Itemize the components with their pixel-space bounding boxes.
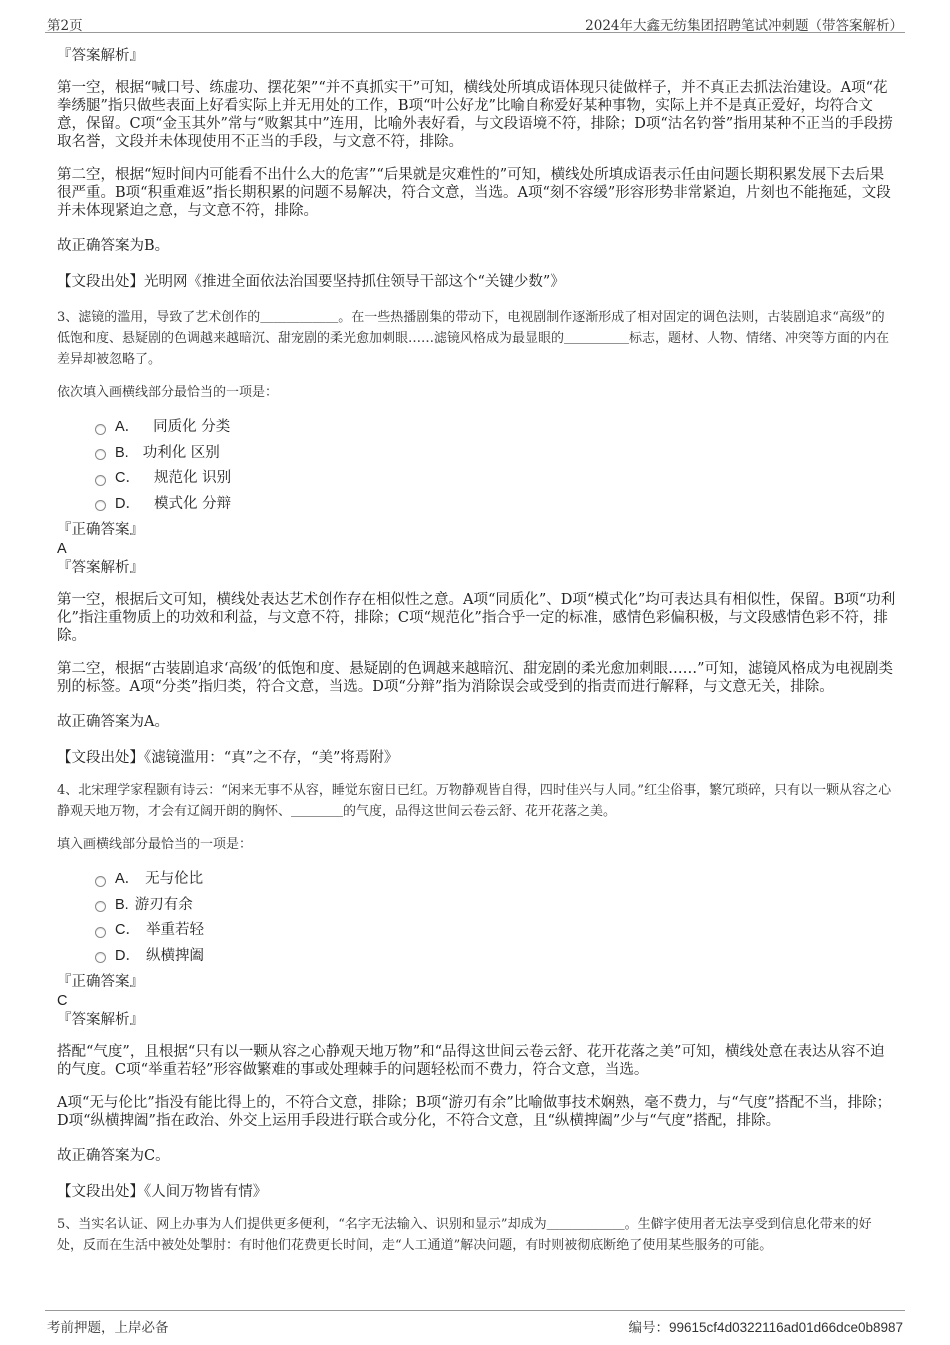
document-title: 2024年大鑫无纺集团招聘笔试冲刺题（带答案解析） xyxy=(585,18,903,34)
radio-button[interactable] xyxy=(95,475,106,486)
radio-button[interactable] xyxy=(95,876,106,887)
q3-conclusion: 故正确答案为A。 xyxy=(57,714,169,730)
q3-source: 【文段出处】《滤镜滥用：“真”之不存，“美”将焉附》 xyxy=(57,750,399,766)
q2-analysis-tag: 『答案解析』 xyxy=(57,48,144,64)
footer-slogan: 考前押题，上岸必备 xyxy=(47,1320,169,1336)
q4-analysis-p1: 搭配“气度”，且根据“只有以一颗从容之心静观天地万物”和“品得这世间云卷云舒、花开花落之美”可知，横线处意在表达从容不迫的气度。C项“举重若轻”形容做繁难的事或处理棘手的问题轻松而不费力，符合文意，当选。 xyxy=(57,1044,885,1078)
q3-answer: A xyxy=(57,541,67,557)
q2-analysis-p2: 第二空，根据“短时间内可能看不出什么大的危害”“后果就是灾难性的”可知，横线处所填成语表示任由问题长期积累发展下去后果很严重。B项“积重难返”指长期积累的问题不易解决，符合文意，当选。A项“刻不容缓”形容形势非常紧迫，片刻也不能拖延，文段并未体现紧迫之意，与文意不符，排除。 xyxy=(57,167,891,219)
q2-analysis-p1: 第一空，根据“喊口号、练虚功、摆花架”“并不真抓实干”可知，横线处所填成语体现只徒做样子，并不真正去抓法治建设。A项“花拳绣腿”指只做些表面上好看实际上并无用处的工作，B项“叶公好龙”比喻自称爱好某种事物，实际上并不是真正爱好，均符合文意，保留。C项“金玉其外”常与“败絮其中”连用，比喻外表好看，与文段语境不符，排除；D项“沽名钓誉”指用某种不正当的手段捞取名誉，文段并未体现使用不正当的手段，与文意不符，排除。 xyxy=(57,80,893,150)
q4-answer-tag: 『正确答案』 xyxy=(57,974,144,990)
q3-option-d[interactable]: D． 模式化 分辩 xyxy=(95,492,897,518)
page-number: 第2页 xyxy=(47,18,83,34)
radio-button[interactable] xyxy=(95,500,106,511)
q3-instruction: 依次填入画横线部分最恰当的一项是： xyxy=(57,385,279,400)
q4-option-d[interactable]: D． 纵横捭阖 xyxy=(95,944,897,970)
q3-answer-tag: 『正确答案』 xyxy=(57,522,144,538)
q3-option-b[interactable]: B. 功利化 区别 xyxy=(95,441,897,467)
document-id-value: 99615cf4d0322116ad01d66dce0b8987 xyxy=(669,1320,903,1335)
q4-stem: 4、北宋理学家程颢有诗云：“闲来无事不从容，睡觉东窗日已红。万物静观皆自得，四时佳兴与人同。”红尘俗事，繁冗琐碎，只有以一颗从容之心静观天地万物，才会有辽阔开朗的胸怀、＿＿＿＿的气度，品得这世间云卷云舒、花开花落之美。 xyxy=(57,783,892,819)
q4-instruction: 填入画横线部分最恰当的一项是： xyxy=(57,837,253,852)
q4-option-a[interactable]: A． 无与伦比 xyxy=(95,867,897,893)
q3-analysis-p1: 第一空，根据后文可知，横线处表达艺术创作存在相似性之意。A项“同质化”、D项“模式化”均可表达具有相似性，保留。B项“功利化”指注重物质上的功效和利益，与文意不符，排除；C项“规范化”指合乎一定的标准，感情色彩偏积极，与文段感情色彩不符，排除。 xyxy=(57,592,896,644)
q2-source: 【文段出处】光明网《推进全面依法治国要坚持抓住领导干部这个“关键少数”》 xyxy=(57,274,565,290)
q3-option-c[interactable]: C． 规范化 识别 xyxy=(95,466,897,492)
radio-button[interactable] xyxy=(95,901,106,912)
q3-option-a[interactable]: A． 同质化 分类 xyxy=(95,415,897,441)
q4-source: 【文段出处】《人间万物皆有情》 xyxy=(57,1184,268,1200)
page-header xyxy=(45,10,905,33)
q3-analysis-p2: 第二空，根据“古装剧追求‘高级’的低饱和度、悬疑剧的色调越来越暗沉、甜宠剧的柔光愈加刺眼……”可知，滤镜风格成为电视剧类别的标签。A项“分类”指归类，符合文意，当选。D项“分辩”指为消除误会或受到的指责而进行解释，与文意无关，排除。 xyxy=(57,661,894,695)
q4-option-b[interactable]: B. 游刃有余 xyxy=(95,893,897,919)
radio-button[interactable] xyxy=(95,449,106,460)
document-id xyxy=(629,1316,903,1336)
radio-button[interactable] xyxy=(95,952,106,963)
page-footer xyxy=(45,1310,905,1335)
q3-analysis-tag: 『答案解析』 xyxy=(57,560,144,576)
document-id-label: 编号： xyxy=(628,1320,670,1336)
q4-options xyxy=(57,867,897,969)
q4-answer: C xyxy=(57,993,68,1009)
page-content xyxy=(57,47,897,1256)
q4-analysis-p2: A项“无与伦比”指没有能比得上的，不符合文意，排除；B项“游刃有余”比喻做事技术娴熟，毫不费力，与“气度”搭配不当，排除；D项“纵横捭阖”指在政治、外交上运用手段进行联合或分化，不符合文意，且“纵横捭阖”少与“气度”搭配，排除。 xyxy=(57,1095,892,1129)
q2-conclusion: 故正确答案为B。 xyxy=(57,238,170,254)
q4-analysis-tag: 『答案解析』 xyxy=(57,1012,144,1028)
q4-conclusion: 故正确答案为C。 xyxy=(57,1148,170,1164)
q4-option-c[interactable]: C． 举重若轻 xyxy=(95,918,897,944)
radio-button[interactable] xyxy=(95,424,106,435)
radio-button[interactable] xyxy=(95,927,106,938)
q5-stem: 5、当实名认证、网上办事为人们提供更多便利，“名字无法输入、识别和显示”却成为＿＿＿＿＿＿。生僻字使用者无法享受到信息化带来的好处，反而在生活中被处处掣肘：有时他们花费更长时间，走“人工通道”解决问题，有时则被彻底断绝了使用某些服务的可能。 xyxy=(57,1217,872,1253)
q3-stem: 3、滤镜的滥用，导致了艺术创作的＿＿＿＿＿＿。在一些热播剧集的带动下，电视剧制作逐渐形成了相对固定的调色法则，古装剧追求“高级”的低饱和度、悬疑剧的色调越来越暗沉、甜宠剧的柔光愈加刺眼……滤镜风格成为最显眼的＿＿＿＿＿标志，题材、人物、情绪、冲突等方面的内在差异却被忽略了。 xyxy=(57,310,890,367)
q3-options xyxy=(57,415,897,517)
